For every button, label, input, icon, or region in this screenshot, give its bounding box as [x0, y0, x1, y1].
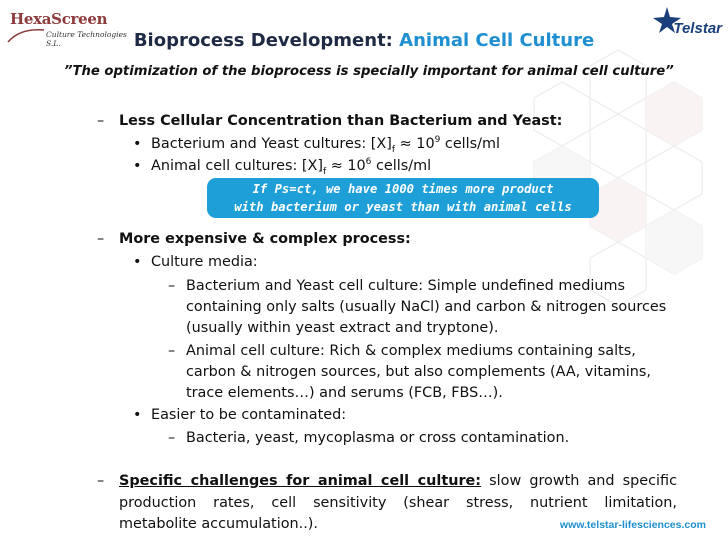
bullet-marker: •: [133, 254, 142, 270]
s2-b1-d2-line-2: carbon & nitrogen sources, but also complements (AA, vitamins,: [186, 364, 651, 380]
bullet-marker: •: [133, 136, 142, 152]
s1-b2-unit: cells/ml: [371, 158, 432, 174]
dash-marker: –: [97, 113, 105, 129]
s1-b2-subscript: f: [322, 166, 327, 177]
s1-b1-unit: cells/ml: [440, 136, 501, 152]
s1-b2-exponent: 6: [365, 157, 372, 168]
dash-marker: –: [97, 231, 105, 247]
callout-box: [207, 178, 599, 218]
s1-b1-subscript: f: [391, 144, 396, 155]
section-1-title: Less Cellular Concentration than Bacterium and Yeast:: [119, 113, 563, 129]
telstar-logo-name: Telstar: [673, 20, 722, 37]
section-3-line-2: production rates, cell sensitivity (shear stress, nutrient limitation,: [119, 495, 677, 511]
s2-b2-d1-line: Bacteria, yeast, mycoplasma or cross contamination.: [186, 430, 570, 446]
section-3-line-3: metabolite accumulation..).: [119, 516, 318, 532]
s1-b2-approx: ≈ 10: [326, 158, 366, 174]
s1-b1-exponent: 9: [434, 135, 441, 146]
section-2-bullet-2: Easier to be contaminated:: [151, 407, 347, 423]
dash-marker: –: [168, 430, 176, 446]
section-3-line-1: [119, 472, 677, 491]
section-3-line-1-rest: slow growth and specific: [489, 473, 678, 489]
section-1-bullet-2: [151, 157, 431, 176]
callout-line-2: with bacterium or yeast than with animal cells: [234, 200, 572, 214]
s2-b1-d1-line-1: Bacterium and Yeast cell culture: Simple undefined mediums: [186, 278, 625, 294]
bullet-marker: •: [133, 407, 142, 423]
dash-marker: –: [168, 343, 176, 359]
s2-b1-d1-line-2: containing only salts (usually NaCl) and carbon & nitrogen sources: [186, 299, 667, 315]
slide-quote: ”The optimization of the bioprocess is specially important for animal cell culture”: [64, 64, 674, 79]
s1-b1-text: Bacterium and Yeast cultures: [X]: [151, 136, 392, 152]
s2-b1-d1-line-3: (usually within yeast extract and tryptone).: [186, 320, 499, 336]
section-2-title: More expensive & complex process:: [119, 231, 411, 247]
slide-title-main: Bioprocess Development:: [133, 30, 393, 51]
s1-b2-text: Animal cell cultures: [X]: [151, 158, 323, 174]
hexascreen-logo-subtitle: Culture Technologies S.L.: [46, 30, 127, 48]
slide-title-accent: Animal Cell Culture: [399, 30, 595, 51]
dash-marker: –: [97, 473, 105, 489]
section-3-title: Specific challenges for animal cell culture:: [119, 473, 482, 489]
callout-line-1: If Ps=ct, we have 1000 times more product: [252, 182, 554, 196]
section-2-bullet-1: Culture media:: [151, 254, 258, 270]
footer-website-link[interactable]: www.telstar-lifesciences.com: [559, 519, 706, 531]
hexascreen-logo-name: HexaScreen: [10, 10, 108, 28]
s2-b1-d2-line-3: trace elements…) and serums (FCB, FBS…).: [186, 385, 503, 401]
section-1-bullet-1: [151, 135, 500, 154]
s2-b1-d2-line-1: Animal cell culture: Rich & complex mediums containing salts,: [186, 343, 636, 359]
bullet-marker: •: [133, 158, 142, 174]
dash-marker: –: [168, 278, 176, 294]
s1-b1-approx: ≈ 10: [395, 136, 435, 152]
